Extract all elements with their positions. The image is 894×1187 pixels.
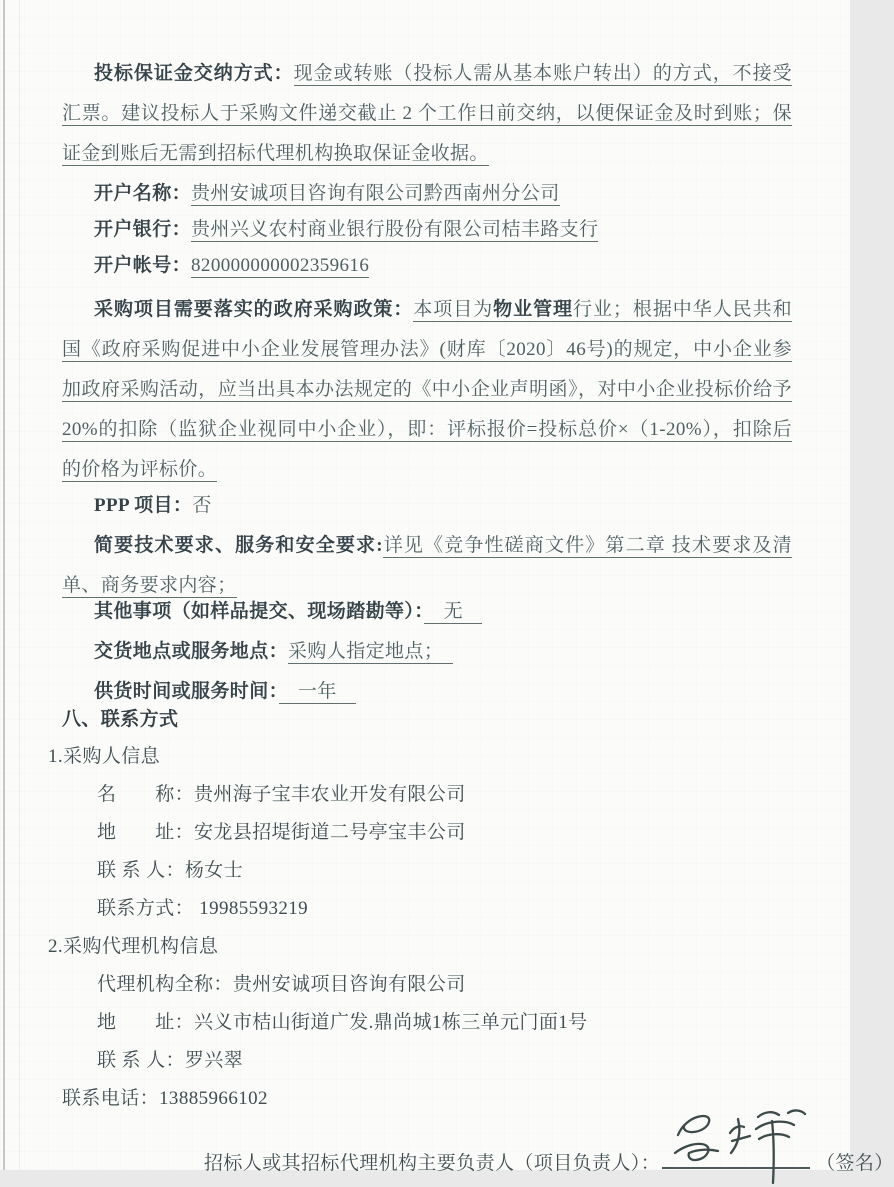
signature-suffix: （签名）	[816, 1153, 894, 1174]
agency-heading: 2.采购代理机构信息	[48, 936, 219, 957]
purchaser-phone-value: 19985593219	[194, 898, 309, 919]
agency-phone-label: 联系电话：	[62, 1088, 160, 1109]
agency-address-row	[97, 1004, 792, 1042]
policy-value-bold: 物业管理	[493, 299, 574, 320]
purchaser-phone-row	[97, 890, 792, 928]
account-name-row	[94, 176, 792, 212]
purchaser-phone-label: 联系方式：	[97, 898, 195, 919]
delivery-label: 交货地点或服务地点：	[94, 641, 289, 662]
agency-contact-label: 联 系 人：	[97, 1050, 185, 1071]
other-items-label: 其他事项（如样品提交、现场踏勘等）：	[94, 601, 425, 622]
delivery-row	[94, 632, 792, 672]
agency-name-value: 贵州安诚项目咨询有限公司	[232, 974, 466, 995]
policy-label: 采购项目需要落实的政府采购政策：	[94, 299, 414, 320]
policy-value-part2: 行业；根据中华人民共和国《政府采购促进中小企业发展管理办法》(财库〔2020〕46号)的规定，中小企业参加政府采购活动，应当出具本办法规定的《中小企业声明函》，对中小企业投标价给予20%的扣除（监狱企业视同中小企业），即：评标报价=投标总价×（1-20%），扣除后的价格为评标价。	[62, 299, 792, 480]
purchaser-name-row	[97, 776, 792, 814]
purchaser-contact-row	[97, 852, 792, 890]
account-bank-row	[94, 212, 792, 248]
policy-paragraph	[62, 290, 792, 490]
agency-name-row	[97, 966, 792, 1004]
purchaser-name-label: 名 称：	[97, 784, 195, 805]
supply-time-label: 供货时间或服务时间：	[94, 681, 279, 702]
purchaser-heading: 1.采购人信息	[48, 746, 161, 767]
agency-contact-value: 罗兴翠	[184, 1050, 244, 1071]
purchaser-contact-label: 联 系 人：	[97, 860, 185, 881]
ppp-row	[94, 486, 792, 526]
purchaser-name-value: 贵州海子宝丰农业开发有限公司	[194, 784, 466, 805]
tech-value: 详见《竞争性磋商文件》第二章 技术要求及清单、商务要求内容；	[62, 535, 792, 596]
contacts-heading: 八、联系方式	[62, 709, 179, 730]
purchaser-contact-value: 杨女士	[184, 860, 244, 881]
bank-account-block	[94, 176, 792, 284]
deposit-value: 现金或转账（投标人需从基本账户转出）的方式，不接受汇票。建议投标人于采购文件递交截止 2 个工作日前交纳，以便保证金及时到账；保证金到账后无需到招标代理机构换取保证金收据。	[62, 63, 792, 164]
agency-contact-row	[97, 1042, 792, 1080]
ppp-label: PPP 项目：	[94, 495, 193, 516]
policy-value	[62, 299, 792, 482]
purchaser-address-row	[97, 814, 792, 852]
signature-row	[204, 1144, 894, 1184]
agency-address-value: 兴义市桔山街道广发.鼎尚城1栋三单元门面1号	[194, 1012, 588, 1033]
purchaser-address-value: 安龙县招堤街道二号亭宝丰公司	[194, 822, 466, 843]
signature-label: 招标人或其招标代理机构主要负责人（项目负责人）：	[204, 1153, 661, 1174]
deposit-label: 投标保证金交纳方式：	[94, 63, 294, 84]
agency-phone-value: 13885966102	[159, 1088, 268, 1109]
account-number-label: 开户帐号：	[94, 255, 192, 276]
deposit-paragraph	[62, 54, 792, 174]
policy-value-part1: 本项目为	[413, 299, 494, 320]
account-number-value: 820000000002359616	[191, 255, 370, 276]
signature-handwriting	[668, 1105, 818, 1187]
agency-address-label: 地 址：	[97, 1012, 195, 1033]
account-number-row	[94, 248, 792, 284]
other-items-row	[94, 592, 792, 632]
tech-label: 简要技术要求、服务和安全要求:	[94, 535, 383, 556]
purchaser-address-label: 地 址：	[97, 822, 195, 843]
account-name-label: 开户名称：	[94, 183, 192, 204]
signature-underline	[662, 1145, 810, 1169]
supply-time-value: 一年	[278, 681, 357, 702]
account-bank-label: 开户银行：	[94, 219, 192, 240]
contacts-section	[48, 702, 792, 1118]
account-bank-value: 贵州兴义农村商业银行股份有限公司桔丰路支行	[191, 219, 599, 240]
agency-name-label: 代理机构全称：	[97, 974, 233, 995]
delivery-value: 采购人指定地点；	[288, 641, 454, 662]
ppp-value: 否	[192, 495, 212, 516]
account-name-value: 贵州安诚项目咨询有限公司黔西南州分公司	[191, 183, 560, 204]
other-items-value: 无	[424, 601, 483, 622]
